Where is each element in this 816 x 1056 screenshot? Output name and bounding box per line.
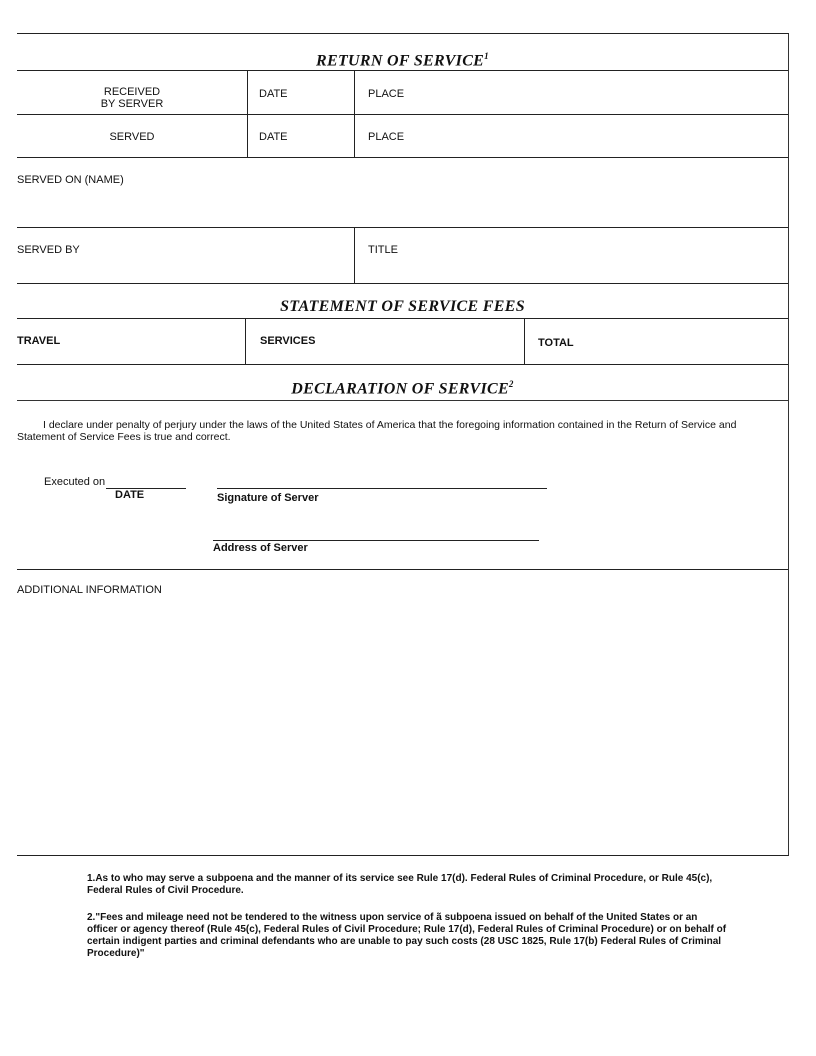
served-on-name-field[interactable]: SERVED ON (NAME) xyxy=(17,174,124,186)
return-of-service-title: RETURN OF SERVICE$^1$ xyxy=(316,51,489,70)
travel-field[interactable]: TRAVEL xyxy=(17,335,61,347)
signature-line[interactable] xyxy=(217,488,547,489)
footnote-mark-1: 1 xyxy=(484,51,489,61)
service-fees-title: STATEMENT OF SERVICE FEES xyxy=(280,298,525,315)
executed-on-label: Executed on xyxy=(44,476,106,488)
footnote-1: 1.As to who may serve a subpoena and the manner of its service see Rule 17(d). Federal Rules of Criminal Procedure, or Rule 45(c), Federal Rules of Civil Procedure. xyxy=(87,873,713,896)
address-line[interactable] xyxy=(213,540,539,541)
return-of-service-form xyxy=(17,33,789,856)
date-caption: DATE xyxy=(115,489,145,501)
received-date-field[interactable]: DATE xyxy=(259,88,288,100)
footnote-2: 2."Fees and mileage need not be tendered to the witness upon service of ã subpoena issued on behalf of the United States or an officer or agency thereof (Rule 45(c), Federal Rules of Civil Procedure; Rule 17(d), Federal Rules of Criminal Procedure) or on behalf of certain indigent parties and criminal defendants who are unable to pay such costs (28 USC 1825, Rule 17(b) Federal Rules of Criminal Procedure)" xyxy=(87,912,727,959)
served-place-field[interactable]: PLACE xyxy=(368,131,405,143)
received-place-field[interactable]: PLACE xyxy=(368,88,405,100)
additional-information-field[interactable]: ADDITIONAL INFORMATION xyxy=(17,584,162,596)
signature-caption: Signature of Server xyxy=(217,492,319,504)
served-date-field[interactable]: DATE xyxy=(259,131,288,143)
served-by-field[interactable]: SERVED BY xyxy=(17,244,80,256)
address-caption: Address of Server xyxy=(213,542,308,554)
received-by-server-label: RECEIVED BY SERVER xyxy=(100,86,164,110)
declaration-statement: I declare under penalty of perjury under the laws of the United States of America that the foregoing information contained in the Return of Service and Statement of Service Fees is true and correct. xyxy=(17,419,737,443)
services-field[interactable]: SERVICES xyxy=(260,335,316,347)
title-field[interactable]: TITLE xyxy=(368,244,398,256)
footnote-mark-2: 2 xyxy=(508,379,514,389)
total-field[interactable]: TOTAL xyxy=(538,337,574,349)
declaration-title: DECLARATION OF SERVICE$^2$ xyxy=(291,379,514,398)
served-label: SERVED xyxy=(109,131,155,143)
